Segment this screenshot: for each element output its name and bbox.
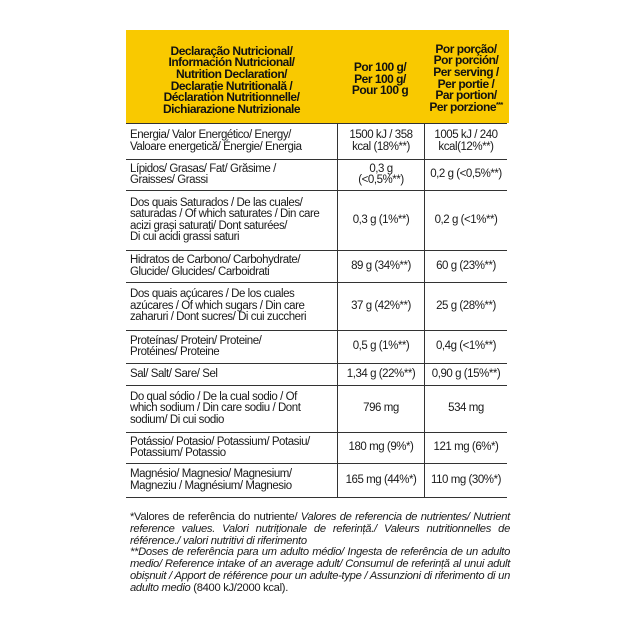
value-line: kcal (18%**) [352,140,410,153]
value-per-100g [338,464,425,498]
nutrient-name-line: azúcares / Of which sugars / Din care [130,299,305,312]
value-line: 60 g (23%**) [436,259,496,272]
header-serving-line: Por porção/ [435,41,497,56]
nutrient-name-line: Dos quais Saturados / De las cuales/ [130,196,303,209]
value-line: 110 mg (30%*) [430,473,501,486]
nutrient-name-line: Sal/ Salt/ Sare/ Sel [130,367,218,380]
value-per-serving [425,433,508,464]
nutrient-name-line: Magneziu / Magnésium/ Magnesio [130,479,292,492]
header-serving-line: Per portie / [437,76,495,91]
table-row-sugars [126,283,507,331]
value-line: 0,2 g (<1%**) [434,213,498,226]
header-per-100g [337,30,423,123]
table-row-sodium [126,386,507,433]
value-per-serving [425,364,508,386]
table-row-energy [126,124,507,160]
value-line: 1500 kJ / 358 [349,129,413,141]
table-row-potassium [126,433,507,464]
header-title-line: Declaração Nutricional/ [170,43,293,58]
nutrient-name-line: Energia/ Valor Energético/ Energy/ [130,129,291,141]
footnote-ri-text: **Doses de referência para um adulto médio/ Ingesta de referência de un adulto medio/ Reference intake of an average adult/ Consumul de referință al unui adult obișnuit / Apport de référence pour un adulte-type / Assunzioni di riferimento di un adulto medio [130,546,510,594]
value-line: 0,2 g (<0,5%**) [430,168,502,181]
footnote-ri-suffix: (8400 kJ/2000 kcal). [190,581,289,594]
footnote [130,512,510,595]
header-title-line: Información Nutricional/ [168,55,295,70]
value-line: 0,5 g (1%**) [352,340,410,353]
value-per-serving [425,251,508,283]
nutrient-name-line: saturadas / Of which saturates / Din care [130,208,320,220]
value-line: (<0,5%**) [358,174,404,186]
value-line: 0,4g (<1%**) [435,340,497,353]
nutrient-name [126,191,338,251]
value-line: 0,3 g [369,162,393,175]
value-per-100g [338,386,425,433]
header-title-line: Nutrition Declaration/ [175,66,287,81]
value-per-serving [425,124,508,160]
value-line: 0,90 g (15%**) [431,367,501,380]
nutrient-name-line: Hidratos de Carbono/ Carbohydrate/ [130,254,301,266]
nutrient-name-line: Lípidos/ Grasas/ Fat/ Grăsime / [130,162,276,175]
value-line: 0,3 g (1%**) [352,213,410,226]
nutrient-name-line: Do qual sódio / De la cual sodio / Of [130,390,297,403]
value-line: 534 mg [448,402,484,415]
header-per100-line: Per 100 g/ [354,71,406,86]
value-per-100g [338,433,425,464]
value-per-100g [338,191,425,251]
nutrient-name [126,124,338,160]
nutrient-name [126,331,338,364]
header-serving-line-last [429,99,503,114]
value-per-100g [338,160,425,191]
value-per-serving [425,191,508,251]
header-per-serving [423,30,509,123]
table-row-salt [126,364,507,386]
footnote-nrv-text: Valores de referencia de nutrientes/ Nutrient reference values. Valori nutriționale de referință./ Valeurs nutritionnelles de référence./ valori nutritivi di riferimento [130,511,510,547]
header-title [126,30,337,123]
header-per100-line: Pour 100 g [351,83,409,98]
value-line: 1005 kJ / 240 [434,129,498,141]
value-line: 121 mg (6%*) [433,441,499,454]
nutrient-name-line: acizi grași saturați/ Dont saturées/ [130,219,288,232]
value-line: 1,34 g (22%**) [346,367,416,380]
nutrient-name-line: zaharuri / Dont sucres/ Di cui zuccheri [130,311,307,324]
nutrient-name-line: sodium/ Di cui sodio [130,413,224,426]
value-per-serving [425,464,508,498]
nutrient-name-line: Di cui acidi grassi saturi [130,231,240,243]
nutrient-name [126,433,338,464]
header-title-line: Declarație Nutritională / [170,78,293,93]
nutrient-name-line: Potássio/ Potasio/ Potassium/ Potasiu/ [130,435,310,448]
value-per-serving [425,386,508,433]
table-row-magnesium [126,464,507,498]
nutrient-name-line: Valoare energetică/ Énergie/ Energia [130,140,302,153]
value-line: 796 mg [363,402,399,415]
table-row-fat [126,160,507,191]
value-line: 165 mg (44%*) [345,473,417,486]
value-per-100g [338,331,425,364]
nutrient-name-line: Dos quais açúcares / De los cuales [130,288,295,301]
footnote-marker: *** [496,101,503,109]
header-per100-line: Por 100 g/ [353,60,407,75]
nutrient-name-line: Protéines/ Proteine [130,346,220,358]
header-serving-line: Per serving / [433,64,499,79]
nutrient-name [126,386,338,433]
nutrition-label [126,30,509,498]
nutrient-name-line: Magnésio/ Magnesio/ Magnesium/ [130,468,292,480]
value-line: 37 g (42%**) [351,299,411,312]
nutrient-name [126,464,338,498]
header-title-line: Déclaration Nutritionnelle/ [163,90,300,105]
nutrient-name-line: Glucide/ Glucides/ Carboidrati [130,265,270,278]
header-serving-line: Par portion/ [435,88,497,103]
nutrient-name-line: Potassium/ Potassio [130,447,226,459]
table-row-carbohydrate [126,251,507,283]
value-per-100g [338,124,425,160]
value-line: 89 g (34%**) [351,259,411,272]
value-per-serving [425,283,508,331]
nutrient-name [126,364,338,386]
table-row-protein [126,331,507,364]
footnote-nrv-prefix: *Valores de referência do nutriente/ [130,511,301,523]
table-row-saturates [126,191,507,251]
header-serving-line: Por porción/ [433,53,499,68]
nutrient-name [126,251,338,283]
value-line: 180 mg (9%*) [348,441,414,454]
value-per-100g [338,283,425,331]
nutrient-name [126,283,338,331]
nutrient-name [126,160,338,191]
value-per-100g [338,251,425,283]
nutrition-header [126,30,509,123]
nutrient-name-line: Proteínas/ Protein/ Proteine/ [130,334,262,347]
value-line: 25 g (28%**) [436,299,496,312]
value-per-serving [425,331,508,364]
value-per-100g [338,364,425,386]
nutrient-name-line: which sodium / Din care sodiu / Dont [130,402,301,415]
header-title-line: Dichiarazione Nutrizionale [162,101,301,116]
value-line: kcal(12%**) [438,140,494,153]
value-per-serving [425,160,508,191]
header-serving-text: Per porzione [429,99,496,114]
nutrition-table [126,123,507,498]
nutrient-name-line: Graisses/ Grassi [130,174,208,186]
